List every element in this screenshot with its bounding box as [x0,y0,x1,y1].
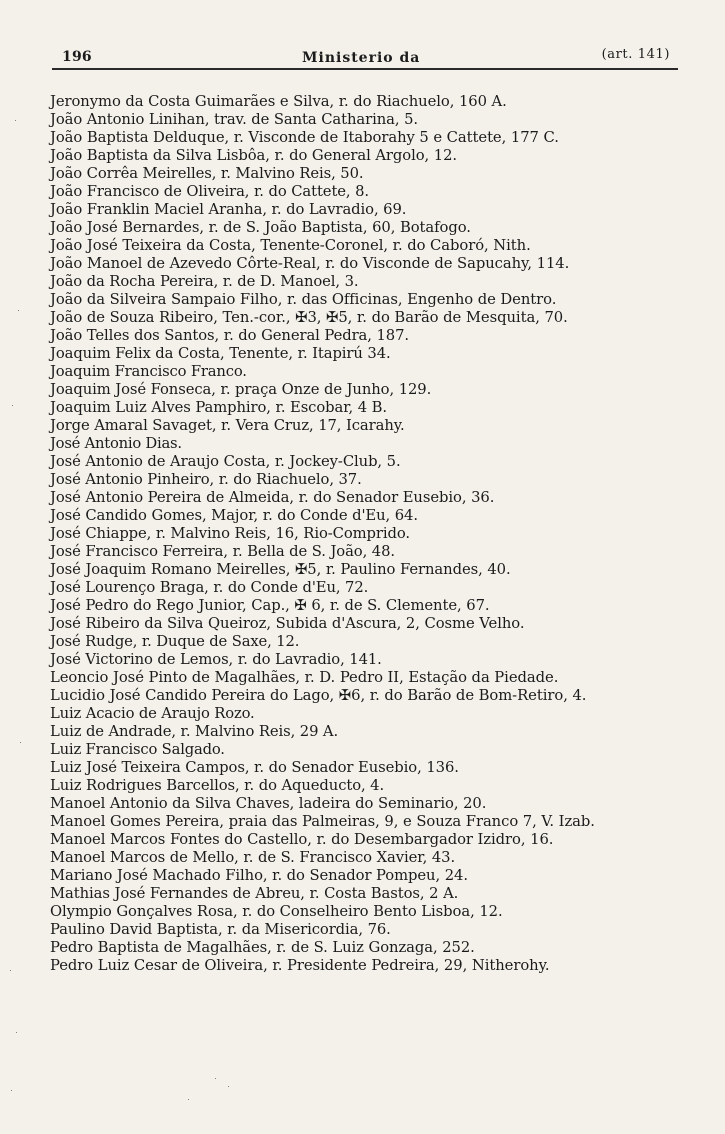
directory-entry: Joaquim Luiz Alves Pamphiro, r. Escobar, 4 B. [50,398,387,416]
directory-entry: João José Bernardes, r. de S. João Baptista, 60, Botafogo. [50,218,471,236]
directory-entry: Joaquim José Fonseca, r. praça Onze de Junho, 129. [50,380,432,398]
directory-entry: Luiz José Teixeira Campos, r. do Senador Eusebio, 136. [50,758,459,776]
directory-entry: João Corrêa Meirelles, r. Malvino Reis, 50. [50,164,364,182]
directory-entry: Luiz Rodrigues Barcellos, r. do Aqueducto, 4. [50,776,385,794]
directory-entry: Jeronymo da Costa Guimarães e Silva, r. do Riachuelo, 160 A. [50,92,507,110]
directory-entry: José Chiappe, r. Malvino Reis, 16, Rio-Comprido. [50,524,411,542]
directory-entry: Pedro Baptista de Magalhães, r. de S. Luiz Gonzaga, 252. [50,938,475,956]
directory-entry: Olympio Gonçalves Rosa, r. do Conselheiro Bento Lisboa, 12. [50,902,503,920]
directory-entry: José Ribeiro da Silva Queiroz, Subida d'Ascura, 2, Cosme Velho. [50,614,525,632]
directory-entry: José Antonio Dias. [50,434,182,452]
directory-entry: José Francisco Ferreira, r. Bella de S. João, 48. [50,542,396,560]
directory-entry: Leoncio José Pinto de Magalhães, r. D. Pedro II, Estação da Piedade. [50,668,559,686]
directory-entry: Luiz Francisco Salgado. [50,740,225,758]
directory-entry: José Antonio Pereira de Almeida, r. do Senador Eusebio, 36. [50,488,495,506]
directory-entry-list [50,92,690,974]
article-reference: (art. 141) [601,47,670,62]
directory-entry: José Victorino de Lemos, r. do Lavradio, 141. [50,650,382,668]
page-number: 196 [62,49,92,65]
directory-entry: Joaquim Francisco Franco. [50,362,247,380]
directory-entry: João Telles dos Santos, r. do General Pedra, 187. [50,326,409,344]
directory-entry: Jorge Amaral Savaget, r. Vera Cruz, 17, Icarahy. [50,416,405,434]
directory-entry: José Lourenço Braga, r. do Conde d'Eu, 72. [50,578,369,596]
directory-entry: João de Souza Ribeiro, Ten.-cor., ✠3, ✠5, r. do Barão de Mesquita, 70. [50,308,568,326]
directory-entry: João Baptista Delduque, r. Visconde de Itaborahy 5 e Cattete, 177 C. [50,128,559,146]
directory-entry: João Antonio Linihan, trav. de Santa Catharina, 5. [50,110,418,128]
directory-entry: Manoel Marcos Fontes do Castello, r. do Desembargador Izidro, 16. [50,830,554,848]
running-head: Ministerio da [302,50,421,66]
directory-entry: João Francisco de Oliveira, r. do Cattete, 8. [50,182,370,200]
directory-entry: Manoel Gomes Pereira, praia das Palmeiras, 9, e Souza Franco 7, V. Izab. [50,812,595,830]
directory-entry: Manoel Marcos de Mello, r. de S. Francisco Xavier, 43. [50,848,456,866]
directory-entry: João Manoel de Azevedo Côrte-Real, r. do Visconde de Sapucahy, 114. [50,254,570,272]
directory-entry: João da Rocha Pereira, r. de D. Manoel, 3. [50,272,359,290]
page-header [52,44,678,72]
directory-entry: José Candido Gomes, Major, r. do Conde d'Eu, 64. [50,506,418,524]
directory-entry: João José Teixeira da Costa, Tenente-Coronel, r. do Caboró, Nith. [50,236,531,254]
directory-entry: Joaquim Felix da Costa, Tenente, r. Itapirú 34. [50,344,391,362]
directory-entry: Luiz de Andrade, r. Malvino Reis, 29 A. [50,722,339,740]
directory-entry: José Rudge, r. Duque de Saxe, 12. [50,632,300,650]
directory-entry: João Baptista da Silva Lisbôa, r. do General Argolo, 12. [50,146,458,164]
directory-entry: João Franklin Maciel Aranha, r. do Lavradio, 69. [50,200,407,218]
directory-entry: Paulino David Baptista, r. da Misericordia, 76. [50,920,391,938]
directory-entry: Luiz Acacio de Araujo Rozo. [50,704,255,722]
directory-entry: Lucidio José Candido Pereira do Lago, ✠6, r. do Barão de Bom-Retiro, 4. [50,686,587,704]
directory-entry: José Pedro do Rego Junior, Cap., ✠ 6, r. de S. Clemente, 67. [50,596,490,614]
directory-entry: João da Silveira Sampaio Filho, r. das Officinas, Engenho de Dentro. [50,290,557,308]
directory-entry: Pedro Luiz Cesar de Oliveira, r. Presidente Pedreira, 29, Nitherohy. [50,956,550,974]
directory-entry: Manoel Antonio da Silva Chaves, ladeira do Seminario, 20. [50,794,487,812]
directory-entry: José Antonio Pinheiro, r. do Riachuelo, 37. [50,470,362,488]
header-rule [52,68,678,70]
directory-entry: José Antonio de Araujo Costa, r. Jockey-Club, 5. [50,452,401,470]
directory-entry: Mathias José Fernandes de Abreu, r. Costa Bastos, 2 A. [50,884,459,902]
directory-entry: Mariano José Machado Filho, r. do Senador Pompeu, 24. [50,866,468,884]
directory-entry: José Joaquim Romano Meirelles, ✠5, r. Paulino Fernandes, 40. [50,560,511,578]
